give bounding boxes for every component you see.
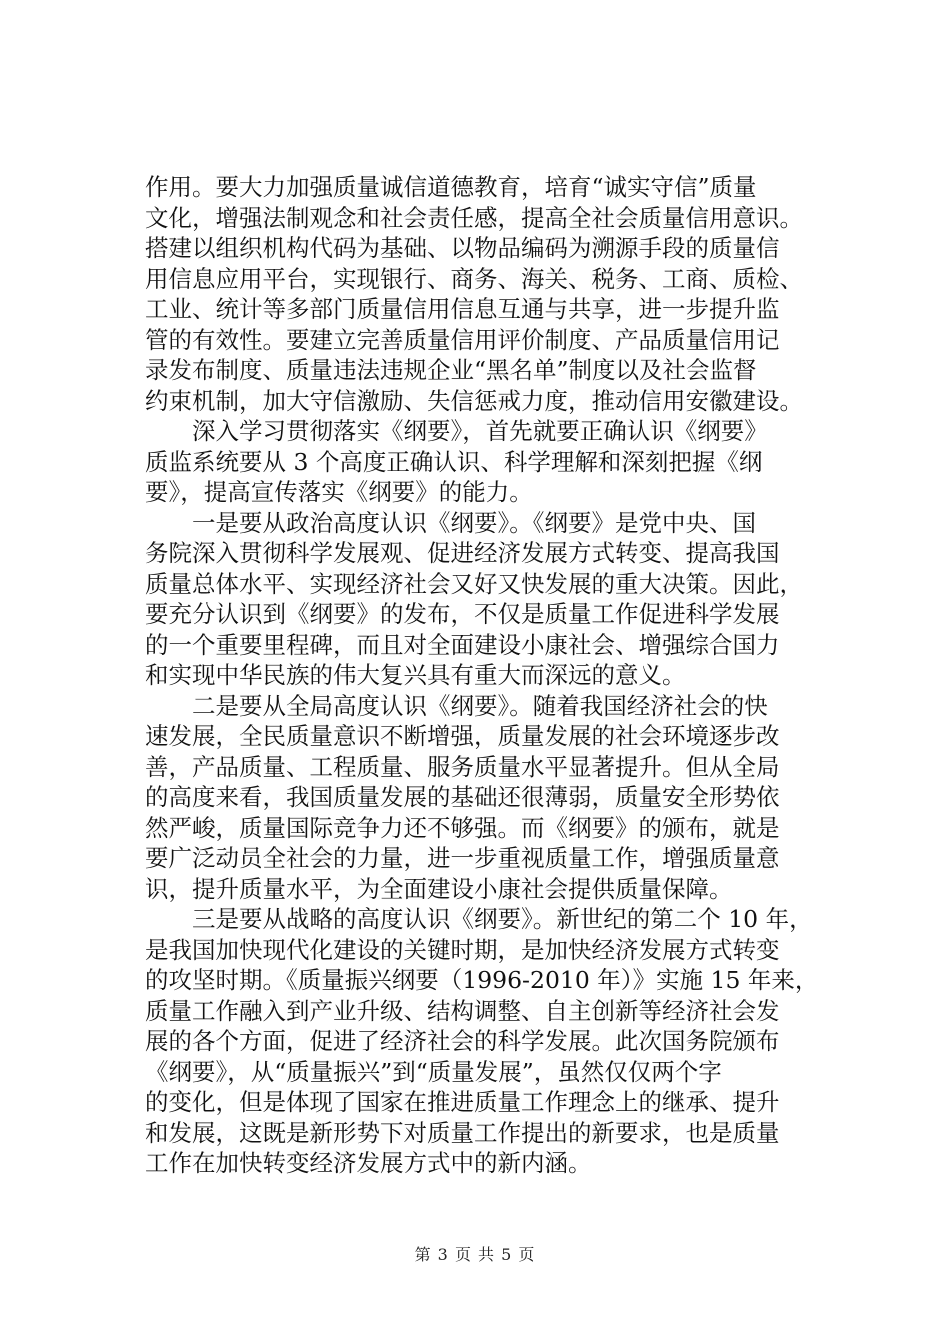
text-line: 二是要从全局高度认识《纲要》。随着我国经济社会的快 [145, 691, 768, 720]
text-line: 然严峻，质量国际竞争力还不够强。而《纲要》的颁布，就是 [145, 813, 780, 842]
text-line: 文化，增强法制观念和社会责任感，提高全社会质量信用意识。 [145, 203, 803, 232]
text-line: 质监系统要从 3 个高度正确认识、科学理解和深刻把握《纲 [145, 447, 763, 476]
text-line: 的一个重要里程碑，而且对全面建设小康社会、增强综合国力 [145, 630, 780, 659]
text-line: 管的有效性。要建立完善质量信用评价制度、产品质量信用记 [145, 325, 780, 354]
page-footer: 第 3 页 共 5 页 [414, 1245, 536, 1264]
text-line: 搭建以组织机构代码为基础、以物品编码为溯源手段的质量信 [145, 234, 780, 262]
text-line: 用信息应用平台，实现银行、商务、海关、税务、工商、质检、 [145, 264, 803, 293]
text-line: 的变化，但是体现了国家在推进质量工作理念上的继承、提升 [145, 1088, 780, 1116]
text-line: 工业、统计等多部门质量信用信息互通与共享，进一步提升监 [145, 295, 780, 323]
text-line: 三是要从战略的高度认识《纲要》。新世纪的第二个 10 年， [145, 905, 813, 933]
text-line: 质量总体水平、实现经济社会又好又快发展的重大决策。因此， [145, 569, 803, 598]
text-line: 是我国加快现代化建设的关键时期，是加快经济发展方式转变 [145, 935, 780, 964]
text-line: 的攻坚时期。《质量振兴纲要（1996-2010 年）》实施 15 年来， [145, 966, 819, 994]
text-line: 要》，提高宣传落实《纲要》的能力。 [145, 478, 533, 506]
text-line: 工作在加快转变经济发展方式中的新内涵。 [145, 1149, 592, 1177]
text-line: 的高度来看，我国质量发展的基础还很薄弱，质量安全形势依 [145, 783, 780, 811]
text-line: 和实现中华民族的伟大复兴具有重大而深远的意义。 [145, 661, 686, 689]
text-line: 质量工作融入到产业升级、结构调整、自主创新等经济社会发 [145, 996, 780, 1025]
text-line: 一是要从政治高度认识《纲要》。《纲要》是党中央、国 [145, 508, 756, 537]
text-line: 要充分认识到《纲要》的发布，不仅是质量工作促进科学发展 [145, 600, 780, 628]
text-line: 《纲要》，从“质量振兴”到“质量发展”，虽然仅仅两个字 [145, 1057, 722, 1086]
document-body [145, 172, 835, 1179]
text-line: 约束机制，加大守信激励、失信惩戒力度，推动信用安徽建设。 [145, 386, 803, 415]
text-line: 展的各个方面，促进了经济社会的科学发展。此次国务院颁布 [145, 1027, 780, 1055]
text-line: 速发展，全民质量意识不断增强，质量发展的社会环境逐步改 [145, 722, 780, 750]
text-line: 善，产品质量、工程质量、服务质量水平显著提升。但从全局 [145, 752, 780, 781]
text-line: 深入学习贯彻落实《纲要》，首先就要正确认识《纲要》 [145, 417, 768, 445]
text-line: 要广泛动员全社会的力量，进一步重视质量工作，增强质量意 [145, 844, 780, 872]
text-line: 和发展，这既是新形势下对质量工作提出的新要求，也是质量 [145, 1118, 780, 1147]
text-line: 识，提升质量水平，为全面建设小康社会提供质量保障。 [145, 874, 733, 903]
text-line: 录发布制度、质量违法违规企业“黑名单”制度以及社会监督 [145, 356, 757, 384]
text-line: 务院深入贯彻科学发展观、促进经济发展方式转变、提高我国 [145, 539, 780, 567]
text-line: 作用。要大力加强质量诚信道德教育，培育“诚实守信”质量 [145, 173, 757, 201]
